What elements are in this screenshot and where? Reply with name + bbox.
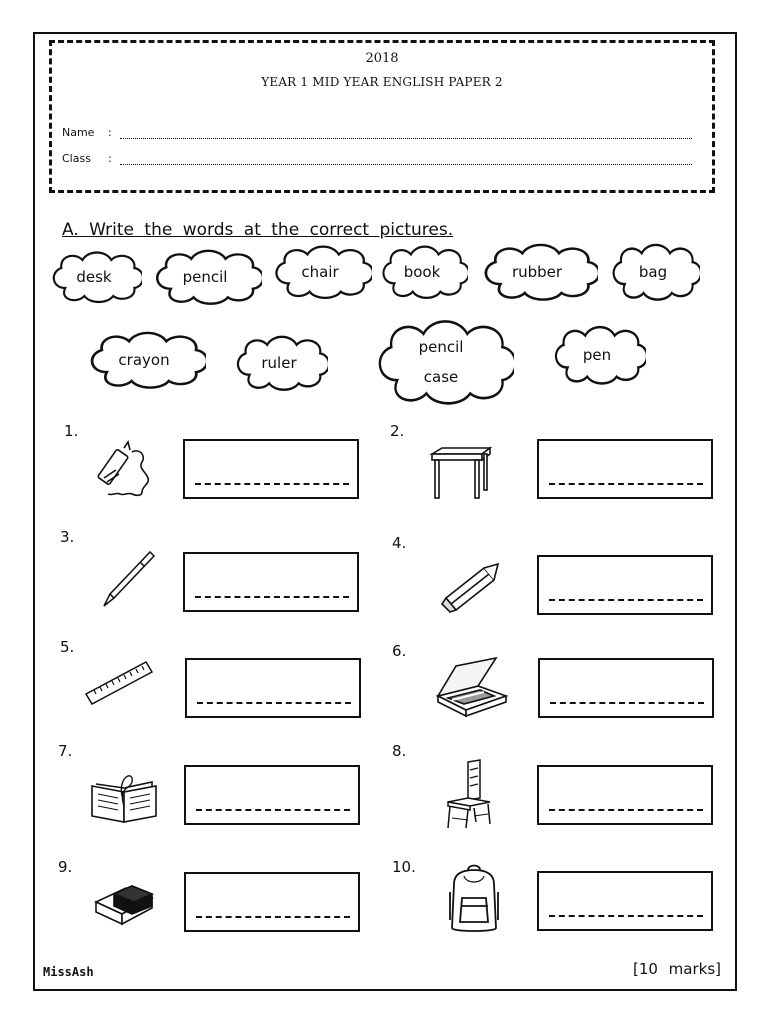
book-icon bbox=[88, 766, 160, 826]
answer-box[interactable] bbox=[538, 658, 714, 718]
class-field-row bbox=[62, 147, 692, 165]
word-label: book bbox=[403, 263, 441, 281]
total-marks: [10 marks] bbox=[632, 960, 721, 978]
chair-icon bbox=[444, 758, 494, 830]
word-cloud-ruler bbox=[230, 332, 328, 394]
ruler-icon bbox=[84, 656, 156, 708]
question-number: 5. bbox=[60, 638, 75, 656]
answer-box[interactable] bbox=[537, 871, 713, 931]
word-cloud-crayon bbox=[82, 328, 206, 392]
class-field[interactable] bbox=[120, 156, 692, 165]
desk-icon bbox=[428, 444, 494, 502]
class-label: Class bbox=[62, 152, 91, 165]
word-label: bag bbox=[638, 263, 668, 281]
header-box bbox=[49, 40, 715, 193]
answer-box[interactable] bbox=[184, 765, 360, 825]
rubber-icon bbox=[92, 872, 158, 926]
word-cloud-bag bbox=[606, 240, 700, 304]
answer-box[interactable] bbox=[537, 765, 713, 825]
answer-box[interactable] bbox=[183, 552, 359, 612]
word-cloud-pen bbox=[548, 322, 646, 388]
question-number: 1. bbox=[64, 422, 79, 440]
name-label: Name bbox=[62, 126, 95, 139]
name-field[interactable] bbox=[120, 130, 692, 139]
word-cloud-pencil bbox=[148, 246, 262, 308]
word-cloud-desk bbox=[46, 248, 142, 306]
word-label: pen bbox=[582, 346, 612, 364]
question-number: 8. bbox=[392, 742, 407, 760]
word-label: chair bbox=[301, 263, 339, 281]
question-number: 10. bbox=[392, 858, 416, 876]
answer-box[interactable] bbox=[537, 555, 713, 615]
name-colon: : bbox=[108, 126, 112, 139]
answer-box[interactable] bbox=[183, 439, 359, 499]
bag-icon bbox=[446, 862, 502, 934]
exam-year: 2018 bbox=[365, 51, 399, 66]
instruction-heading: A. Write the words at the correct pictures. bbox=[62, 220, 454, 240]
word-label: rubber bbox=[511, 263, 563, 281]
answer-box[interactable] bbox=[185, 658, 361, 718]
question-number: 9. bbox=[58, 858, 73, 876]
answer-box[interactable] bbox=[184, 872, 360, 932]
pencil-icon bbox=[438, 560, 504, 614]
author-signature: MissAsh bbox=[43, 965, 94, 979]
class-colon: : bbox=[108, 152, 112, 165]
word-label: pencil case bbox=[418, 338, 464, 386]
word-cloud-pencil-case bbox=[368, 314, 514, 410]
question-number: 2. bbox=[390, 422, 405, 440]
question-number: 6. bbox=[392, 642, 407, 660]
word-cloud-chair bbox=[268, 242, 372, 302]
pencil-case-icon bbox=[434, 656, 510, 720]
answer-box[interactable] bbox=[537, 439, 713, 499]
crayon-icon bbox=[96, 436, 158, 498]
word-label: desk bbox=[76, 268, 112, 286]
pen-icon bbox=[100, 548, 156, 608]
word-cloud-rubber bbox=[476, 240, 598, 304]
question-number: 3. bbox=[60, 528, 75, 546]
question-number: 4. bbox=[392, 534, 407, 552]
word-label: pencil bbox=[182, 268, 228, 286]
paper-title: YEAR 1 MID YEAR ENGLISH PAPER 2 bbox=[261, 75, 503, 89]
word-label: ruler bbox=[261, 354, 297, 372]
question-number: 7. bbox=[58, 742, 73, 760]
word-cloud-book bbox=[376, 242, 468, 302]
name-field-row bbox=[62, 121, 692, 139]
word-label: crayon bbox=[118, 351, 170, 369]
